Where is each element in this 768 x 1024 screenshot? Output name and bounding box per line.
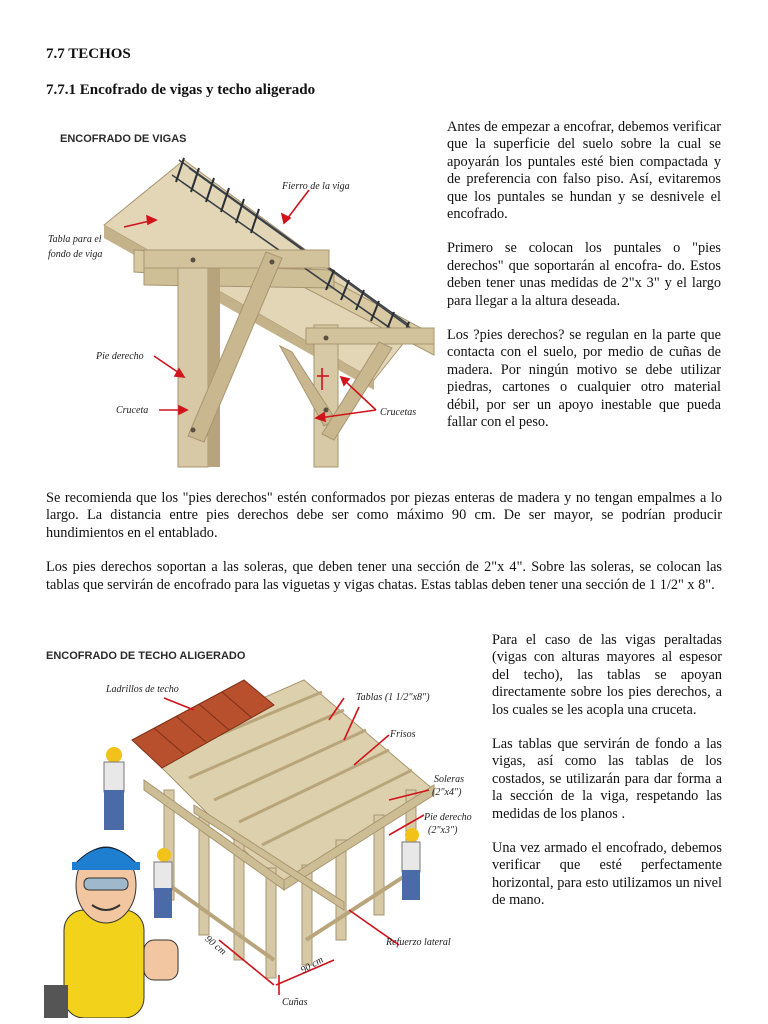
paragraph: Antes de empezar a encofrar, debemos verificar que la superficie del suelo sobre la cual se apoyarán los puntales esté bien compactada y de preferencia con falso piso. Así, evitaremos que los puntales se hundan y se desnivele el encofrado. <box>447 119 721 223</box>
paragraph: Los ?pies derechos? se regulan en la parte que contacta con el suelo, por medio de cuñas de madera. Por ningún motivo se debe utilizar piedras, cartones o cualquier otro material débil, por ser un apoyo inestable que pueda fallar con el peso. <box>447 327 721 431</box>
label-cruceta: Cruceta <box>116 405 149 416</box>
label-fierro: Fierro de la viga <box>282 181 350 192</box>
subsection-title: 7.7.1 Encofrado de vigas y techo aligerado <box>46 82 316 98</box>
figure-encofrado-vigas <box>44 120 436 472</box>
paragraph: Primero se colocan los puntales o "pies derechos" que soportarán al encofra- do. Estos deben tener unas medidas de 2"x 3" y el largo para llegar a la altura deseada. <box>447 240 721 309</box>
text-column-1 <box>447 119 721 449</box>
label-tabla-1: Tabla para el <box>48 234 102 245</box>
label-dim-2: 90 cm <box>298 954 326 977</box>
label-tabla-2: fondo de viga <box>48 249 103 260</box>
paragraph: Para el caso de las vigas peraltadas (vigas con alturas mayores al espesor del techo), las tablas se apoyan directamente sobre los pies derechos, a los cuales se les acopla una cruceta. <box>492 632 722 718</box>
label-tablas: Tablas (1 1/2"x8") <box>356 692 430 703</box>
figure2-labels <box>44 640 472 1018</box>
label-pie-derecho: Pie derecho <box>96 351 144 362</box>
paragraph: Se recomienda que los "pies derechos" estén conformados por piezas enteras de madera y no tengan empalmes a lo largo. La distancia entre pies derechos debe ser como máximo 90 cm. De ser mayor, se podrían producir hundimientos en el entablado. <box>46 490 722 541</box>
text-full-width <box>46 490 722 611</box>
figure-techo-aligerado <box>44 640 472 1018</box>
text-column-2 <box>492 632 722 927</box>
paragraph: Los pies derechos soportan a las soleras, que deben tener una sección de 2"x 4". Sobre las soleras, se colocan las tablas que servirán de encofrado para las viguetas y vigas chatas. Estas tablas deben tener una sección de 1 1/2" x 8". <box>46 559 722 593</box>
paragraph: Las tablas que servirán de fondo a las vigas, así como las tablas de los costados, se utilizarán para dar forma a la sección de la viga, respetando las medidas de los planos . <box>492 736 722 822</box>
label-cunas: Cuñas <box>282 997 308 1008</box>
label-dim-1: 90 cm <box>202 933 229 958</box>
figure-title: ENCOFRADO DE TECHO ALIGERADO <box>46 650 246 662</box>
label-pie-2: (2"x3") <box>428 825 458 836</box>
figure1-labels <box>44 120 436 472</box>
section-title: 7.7 TECHOS <box>46 46 131 62</box>
label-soleras-1: Soleras <box>434 774 464 785</box>
label-crucetas: Crucetas <box>380 407 417 418</box>
label-pie-1: Pie derecho <box>424 812 472 823</box>
figure-title: ENCOFRADO DE VIGAS <box>60 133 187 145</box>
label-refuerzo: Refuerzo lateral <box>386 937 451 948</box>
label-frisos: Frisos <box>390 729 416 740</box>
paragraph: Una vez armado el encofrado, debemos verificar que esté perfectamente horizontal, para esto utilizamos un nivel de mano. <box>492 840 722 909</box>
label-soleras-2: (2"x4") <box>432 787 462 798</box>
label-ladrillos: Ladrillos de techo <box>106 684 179 695</box>
